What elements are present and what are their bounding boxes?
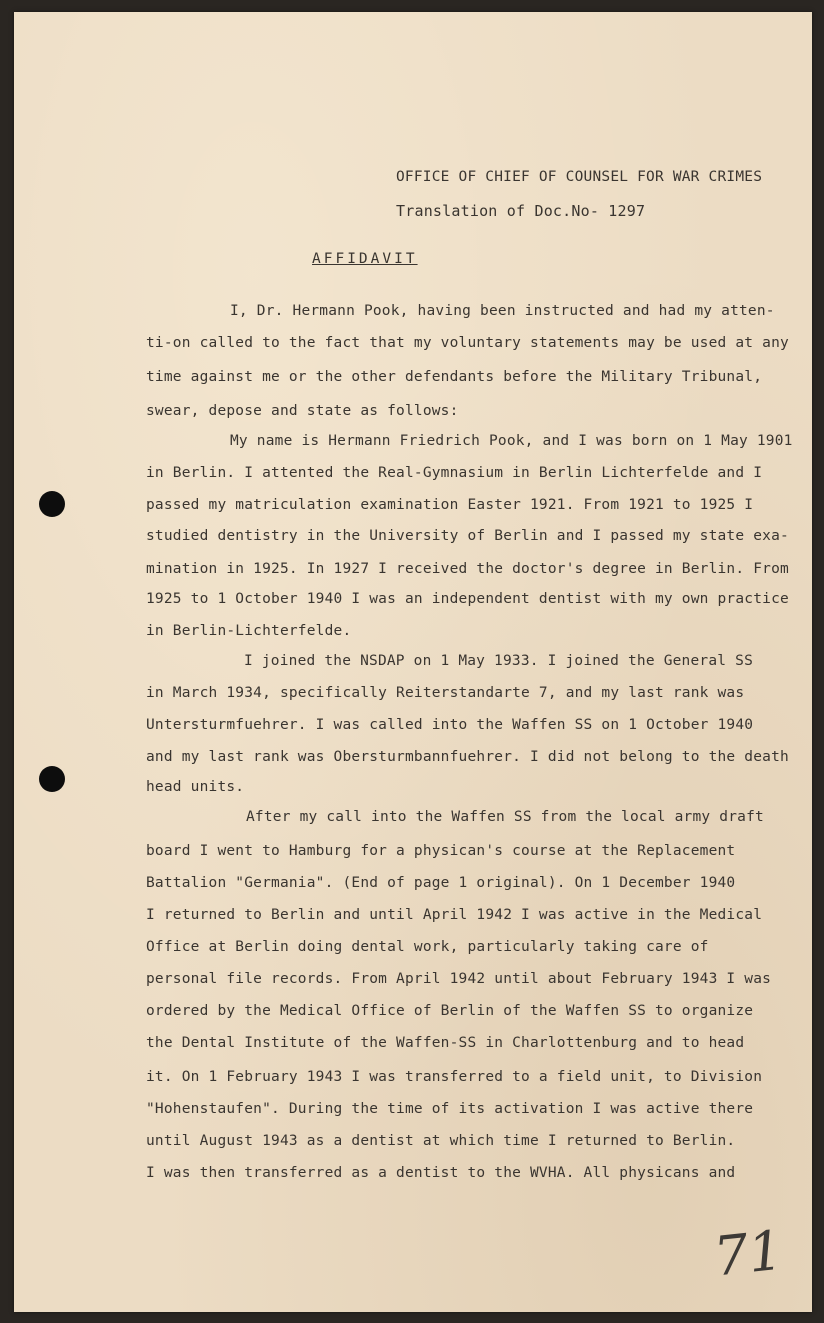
document-page xyxy=(14,12,812,1312)
body-line: "Hohenstaufen". During the time of its activation I was active there xyxy=(146,1101,754,1117)
body-line: in Berlin-Lichterfelde. xyxy=(146,623,352,639)
body-line: 1925 to 1 October 1940 I was an independent dentist with my own practice xyxy=(146,591,789,607)
body-line: Untersturmfuehrer. I was called into the Waffen SS on 1 October 1940 xyxy=(146,717,754,733)
body-line: board I went to Hamburg for a physican's course at the Replacement xyxy=(146,843,736,859)
body-line: studied dentistry in the University of Berlin and I passed my state exa- xyxy=(146,528,789,544)
body-line: I, Dr. Hermann Pook, having been instructed and had my atten- xyxy=(230,303,775,319)
body-line: After my call into the Waffen SS from the local army draft xyxy=(246,809,764,825)
body-line: in March 1934, specifically Reiterstandarte 7, and my last rank was xyxy=(146,685,745,701)
body-line: I joined the NSDAP on 1 May 1933. I joined the General SS xyxy=(244,653,753,669)
body-line: ordered by the Medical Office of Berlin of the Waffen SS to organize xyxy=(146,1003,754,1019)
office-header: OFFICE OF CHIEF OF COUNSEL FOR WAR CRIMES xyxy=(396,169,763,185)
body-line: and my last rank was Obersturmbannfuehrer. I did not belong to the death xyxy=(146,749,789,765)
body-line: personal file records. From April 1942 until about February 1943 I was xyxy=(146,971,772,987)
body-line: Office at Berlin doing dental work, particularly taking care of xyxy=(146,939,709,955)
handwritten-page-number: 71 xyxy=(710,1218,786,1289)
body-line: I returned to Berlin and until April 1942 I was active in the Medical xyxy=(146,907,763,923)
body-line: mination in 1925. In 1927 I received the doctor's degree in Berlin. From xyxy=(146,561,789,577)
body-line: passed my matriculation examination Easter 1921. From 1921 to 1925 I xyxy=(146,497,754,513)
body-line: in Berlin. I attented the Real-Gymnasium in Berlin Lichterfelde and I xyxy=(146,465,763,481)
translation-doc-number: Translation of Doc.No- 1297 xyxy=(396,202,646,220)
body-line: the Dental Institute of the Waffen-SS in Charlottenburg and to head xyxy=(146,1035,745,1051)
punch-hole-bottom xyxy=(39,766,65,792)
body-line: My name is Hermann Friedrich Pook, and I was born on 1 May 1901 xyxy=(230,433,793,449)
body-line: ti-on called to the fact that my voluntary statements may be used at any xyxy=(146,335,789,351)
body-line: I was then transferred as a dentist to the WVHA. All physicans and xyxy=(146,1165,736,1181)
body-line: Battalion "Germania". (End of page 1 original). On 1 December 1940 xyxy=(146,875,736,891)
body-line: swear, depose and state as follows: xyxy=(146,403,459,419)
affidavit-title: AFFIDAVIT xyxy=(312,251,418,267)
body-line: it. On 1 February 1943 I was transferred to a field unit, to Division xyxy=(146,1069,763,1085)
body-line: until August 1943 as a dentist at which time I returned to Berlin. xyxy=(146,1133,736,1149)
body-line: time against me or the other defendants before the Military Tribunal, xyxy=(146,369,763,385)
body-line: head units. xyxy=(146,779,245,795)
punch-hole-top xyxy=(39,491,65,517)
